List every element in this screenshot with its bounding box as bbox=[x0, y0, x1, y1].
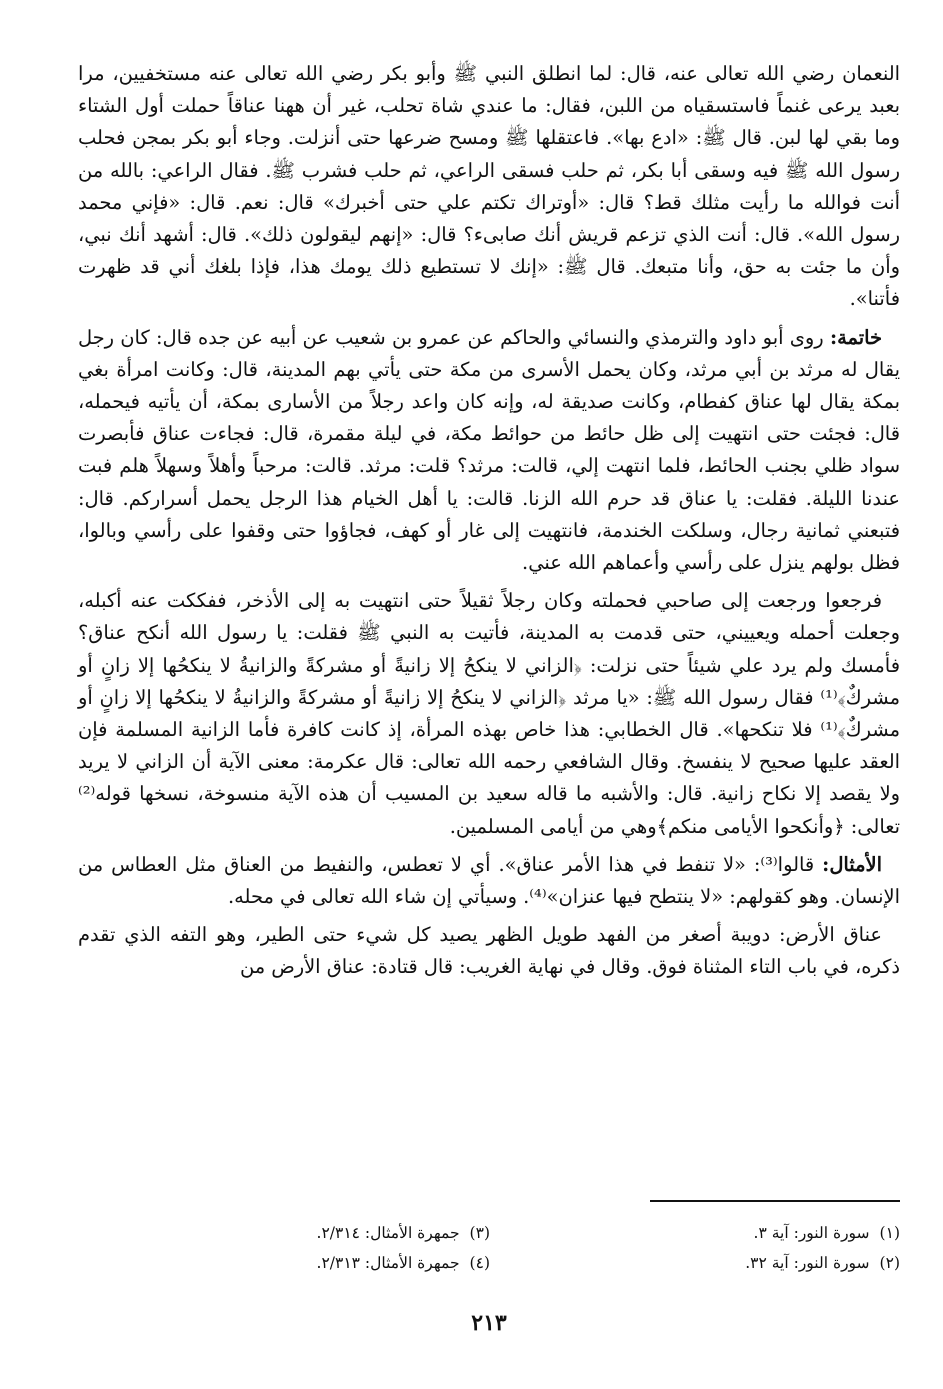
footnote-2 bbox=[490, 1248, 900, 1278]
paragraph-3 bbox=[78, 585, 900, 843]
main-text bbox=[78, 58, 900, 984]
paragraph-5 bbox=[78, 919, 900, 983]
page-number: ٢١٣ bbox=[471, 1310, 507, 1336]
footnote-3-number: (٣) bbox=[469, 1224, 490, 1242]
footnote-4 bbox=[78, 1248, 490, 1278]
footnote-4-text: جمهرة الأمثال: ٢/٣١٣. bbox=[316, 1254, 460, 1272]
footnote-4-number: (٤) bbox=[469, 1254, 490, 1272]
footnote-2-text: سورة النور: آية ٣٢. bbox=[745, 1254, 870, 1272]
footnote-3-text: جمهرة الأمثال: ٢/٣١٤. bbox=[316, 1224, 460, 1242]
paragraph-2-lead: خاتمة: bbox=[829, 325, 882, 349]
book-page bbox=[78, 58, 900, 1368]
paragraph-3-text: فرجعوا ورجعت إلى صاحبي فحملته وكان رجلاً ثقيلاً حتى انتهيت به إلى الأذخر، ففككت عنه أكبله، وجعلت أحمله ويعييني، حتى قدمت به المدينة، فأتيت به النبي ﷺ فقلت: يا رسول الله أنكح عناق؟ فأمسك ولم يرد علي شيئاً حتى نزلت: ﴿الزاني لا ينكحُ إلا زانيةً أو مشركةً والزانيةُ لا ينكحُها إلا زانٍ أو مشركٌ﴾⁽¹⁾ فقال رسول الله ﷺ: «يا مرثد ﴿الزاني لا ينكحُ إلا زانيةً أو مشركةً والزانيةُ لا ينكحُها إلا زانٍ أو مشركٌ﴾⁽¹⁾ فلا تنكحها». قال الخطابي: هذا خاص بهذه المرأة، إذ كانت كافرة فأما الزانية المسلمة فإن العقد عليها صحيح لا ينفسخ. وقال الشافعي رحمه الله تعالى: قال عكرمة: معنى الآية أن الزاني لا يريد ولا يقصد إلا نكاح زانية. قال: والأشبه ما قاله سعيد بن المسيب أن هذه الآية منسوخة، نسخها قوله⁽²⁾ تعالى: ﴿وأنكحوا الأيامى منكم﴾وهي من أيامى المسلمين. bbox=[78, 589, 900, 838]
paragraph-5-text: عناق الأرض: دويبة أصغر من الفهد طويل الظهر يصيد كل شيء حتى الطير، وهو التفه الذي تقدم ذكره، في باب التاء المثناة فوق. وقال في نهاية الغريب: قال قتادة: عناق الأرض من bbox=[78, 923, 900, 979]
footnote-2-number: (٢) bbox=[879, 1254, 900, 1272]
paragraph-4-lead: الأمثال: bbox=[822, 852, 882, 876]
footnote-1-text: سورة النور: آية ٣. bbox=[753, 1224, 870, 1242]
paragraph-2-text: روى أبو داود والترمذي والنسائي والحاكم عن عمرو بن شعيب عن أبيه عن جده قال: كان رجل يقال له مرثد بن أبي مرثد، وكان يحمل الأسرى من مكة حتى يأتي بهم المدينة، قال: وكانت امرأة بغي بمكة يقال لها عناق كفطام، وكانت صديقة له، وإنه كان واعد رجلاً من الأسارى بمكة، أن يأتيه فيحمله، قال: فجئت حتى انتهيت إلى ظل حائط من حوائط مكة، في ليلة مقمرة، قال: فجاءت عناق فأبصرت سواد ظلي بجنب الحائط، فلما انتهت إلي، قالت: مرثد؟ قلت: مرثد. قالت: مرحباً وأهلاً وسهلاً هلم فبت عندنا الليلة. فقلت: يا عناق قد حرم الله الزنا. قالت: يا أهل الخيام هذا الرجل يحمل أسراركم. قال: فتبعني ثمانية رجال، وسلكت الخندمة، فانتهيت إلى غار أو كهف، فجاؤوا حتى وقفوا على رأسي وبالوا، فظل بولهم ينزل على رأسي وأعماهم الله عني. bbox=[78, 325, 900, 575]
paragraph-4-text: قالوا⁽³⁾: «لا تنفط في هذا الأمر عناق». أي لا تعطس، والنفيط من العناق مثل العطاس من الإنسان. وهو كقولهم: «لا ينتطح فيها عنزان»⁽⁴⁾. وسيأتي إن شاء الله تعالى في محله. bbox=[78, 852, 900, 909]
paragraph-1-text: النعمان رضي الله تعالى عنه، قال: لما انطلق النبي ﷺ وأبو بكر رضي الله تعالى عنه مستخفيين، مرا بعبد يرعى غنماً فاستسقياه من اللبن، فقال: ما عندي شاة تحلب، غير أن ههنا عناقاً حملت أول الشتاء وما بقي لها لبن. قال ﷺ: «ادع بها». فاعتقلها ﷺ ومسح ضرعها حتى أنزلت. وجاء أبو بكر بمجن فحلب رسول الله ﷺ فيه وسقى أبا بكر، ثم حلب فسقى الراعي، ثم حلب فشرب ﷺ. فقال الراعي: بالله من أنت فوالله ما رأيت مثلك قط؟ قال: «أوتراك تكتم علي حتى أخبرك» قال: نعم. قال: «فإني محمد رسول الله». قال: أنت الذي تزعم قريش أنك صابىء؟ قال: «إنهم ليقولون ذلك». قال: أشهد أنك نبي، وأن ما جئت به حق، وأنا متبعك. قال ﷺ: «إنك لا تستطيع ذلك يومك هذا، فإذا بلغك أني قد ظهرت فأتنا». bbox=[78, 62, 900, 311]
footnotes bbox=[78, 1218, 900, 1278]
paragraph-2 bbox=[78, 322, 900, 580]
footnote-divider bbox=[650, 1200, 900, 1202]
footnote-3 bbox=[78, 1218, 490, 1248]
footnote-1-number: (١) bbox=[879, 1224, 900, 1242]
paragraph-4 bbox=[78, 849, 900, 913]
footnote-1 bbox=[490, 1218, 900, 1248]
paragraph-1 bbox=[78, 58, 900, 316]
